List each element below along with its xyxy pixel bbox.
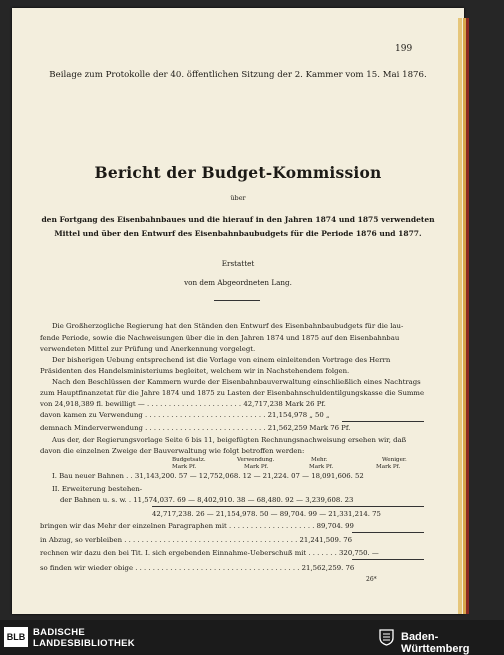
scanned-page [12,8,464,614]
erstattet-label: Erstattet [221,259,255,268]
blb-logo[interactable]: BLB [4,627,28,647]
library-name-line-1[interactable]: BADISCHE [33,627,86,638]
page-header: Beilage zum Protokolle der 40. öffentlichen Sitzung der 2. Kammer vom 15. Mai 1876. [49,70,427,80]
body-line: Präsidenten des Handelsministeriums begleitet, welchem wir in Nachstehendem folgen. [40,367,350,375]
body-line: demnach Minderverwendung . . . . . . . . . . . . . . . . . . . . . . . . . . . . 21,562,259 Mark 76 Pf. [40,424,351,432]
subtitle-line-1: den Fortgang des Eisenbahnbaues und die hierauf in den Jahren 1874 und 1875 verwendeten [41,215,435,224]
table-row: II. Erweiterung bestehen- [52,485,143,493]
column-header: Budgetsatz. [172,457,206,463]
column-unit: Mark Pf. [172,464,197,470]
table-row: so finden wir wieder obige . . . . . . . . . . . . . . . . . . . . . . . . . . . . . . . . . . . . . . 21,562,259. 76 [40,564,355,572]
body-line: Der bisherigen Uebung entsprechend ist die Vorlage von einem einleitenden Vortrage des Herrn [52,356,391,364]
page-edge [458,18,462,614]
table-row: rechnen wir dazu den bei Tit. I. sich ergebenden Einnahme-Ueberschuß mit . . . . . . . 320,750. — [40,549,379,557]
table-rule [152,506,424,507]
body-line: Nach den Beschlüssen der Kammern wurde der Eisenbahnbauverwaltung einschließlich eines Nachtrags [52,378,421,386]
title-divider [214,300,260,301]
table-row: I. Bau neuer Bahnen . . 31,143,200. 57 — 12,752,068. 12 — 21,224. 07 — 18,091,606. 52 [52,472,364,480]
title-connector: über [230,194,246,202]
signature-mark: 26* [366,576,377,583]
table-row: in Abzug, so verbleiben . . . . . . . . . . . . . . . . . . . . . . . . . . . . . . . . . . . . . . . . 21,241,509. 76 [40,536,353,544]
body-line: davon die einzelnen Zweige der Bauverwaltung wie folgt betroffen werden: [40,447,305,455]
column-unit: Mark Pf. [244,464,269,470]
column-unit: Mark Pf. [309,464,334,470]
partner-name[interactable]: Baden-Württemberg [401,631,470,655]
table-row: bringen wir das Mehr der einzelnen Paragraphen mit . . . . . . . . . . . . . . . . . . . . 89,704. 99 [40,522,354,530]
body-line: fende Periode, sowie die Nachweisungen über die in den Jahren 1874 und 1875 auf den Eisenbahnbau [40,334,400,342]
table-total-row: 42,717,238. 26 — 21,154,978. 50 — 89,704. 99 — 21,331,214. 75 [152,510,381,518]
body-line: Aus der, der Regierungsvorlage Seite 6 bis 11, beigefügten Rechnungsnachweisung ersehen wir, daß [52,436,407,444]
body-line: verwendeten Mittel zur Prüfung und Anerkennung vorgelegt. [40,345,256,353]
page-number: 199 [395,44,413,54]
table-row: der Bahnen u. s. w. . 11,574,037. 69 — 8,402,910. 38 — 68,480. 92 — 3,239,608. 23 [60,496,354,504]
subtitle-line-2: Mittel und über den Entwurf des Eisenbahnbaubudgets für die Periode 1876 und 1877. [54,229,422,238]
library-name-line-2[interactable]: LANDESBIBLIOTHEK [33,638,135,649]
binding-edge [466,18,469,614]
coat-of-arms-icon [378,628,395,646]
document-title: Bericht der Budget-Kommission [94,163,382,182]
column-header: Weniger. [382,457,407,463]
body-line: Die Großherzogliche Regierung hat den Ständen den Entwurf des Eisenbahnbaubudgets für die lau- [52,322,404,330]
author-line: von dem Abgeordneten Lang. [184,278,292,287]
column-unit: Mark Pf. [376,464,401,470]
body-line: davon kamen zu Verwendung . . . . . . . . . . . . . . . . . . . . . . . . . . . . 21,154,978 „ 50 „ [40,411,330,419]
body-line: von 24,918,389 fl. bewilligt — . . . . . . . . . . . . . . . . . . . . . . 42,717,238 Mark 26 Pf. [40,400,326,408]
table-rule [352,532,424,533]
column-header: Verwendung. [237,457,275,463]
body-line: zum Hauptfinanzetat für die Jahre 1874 und 1875 zu Lasten der Eisenbahnschuldentilgungskasse die Summe [40,389,425,397]
table-rule [352,559,424,560]
sum-rule [342,421,424,422]
column-header: Mehr. [311,457,328,463]
